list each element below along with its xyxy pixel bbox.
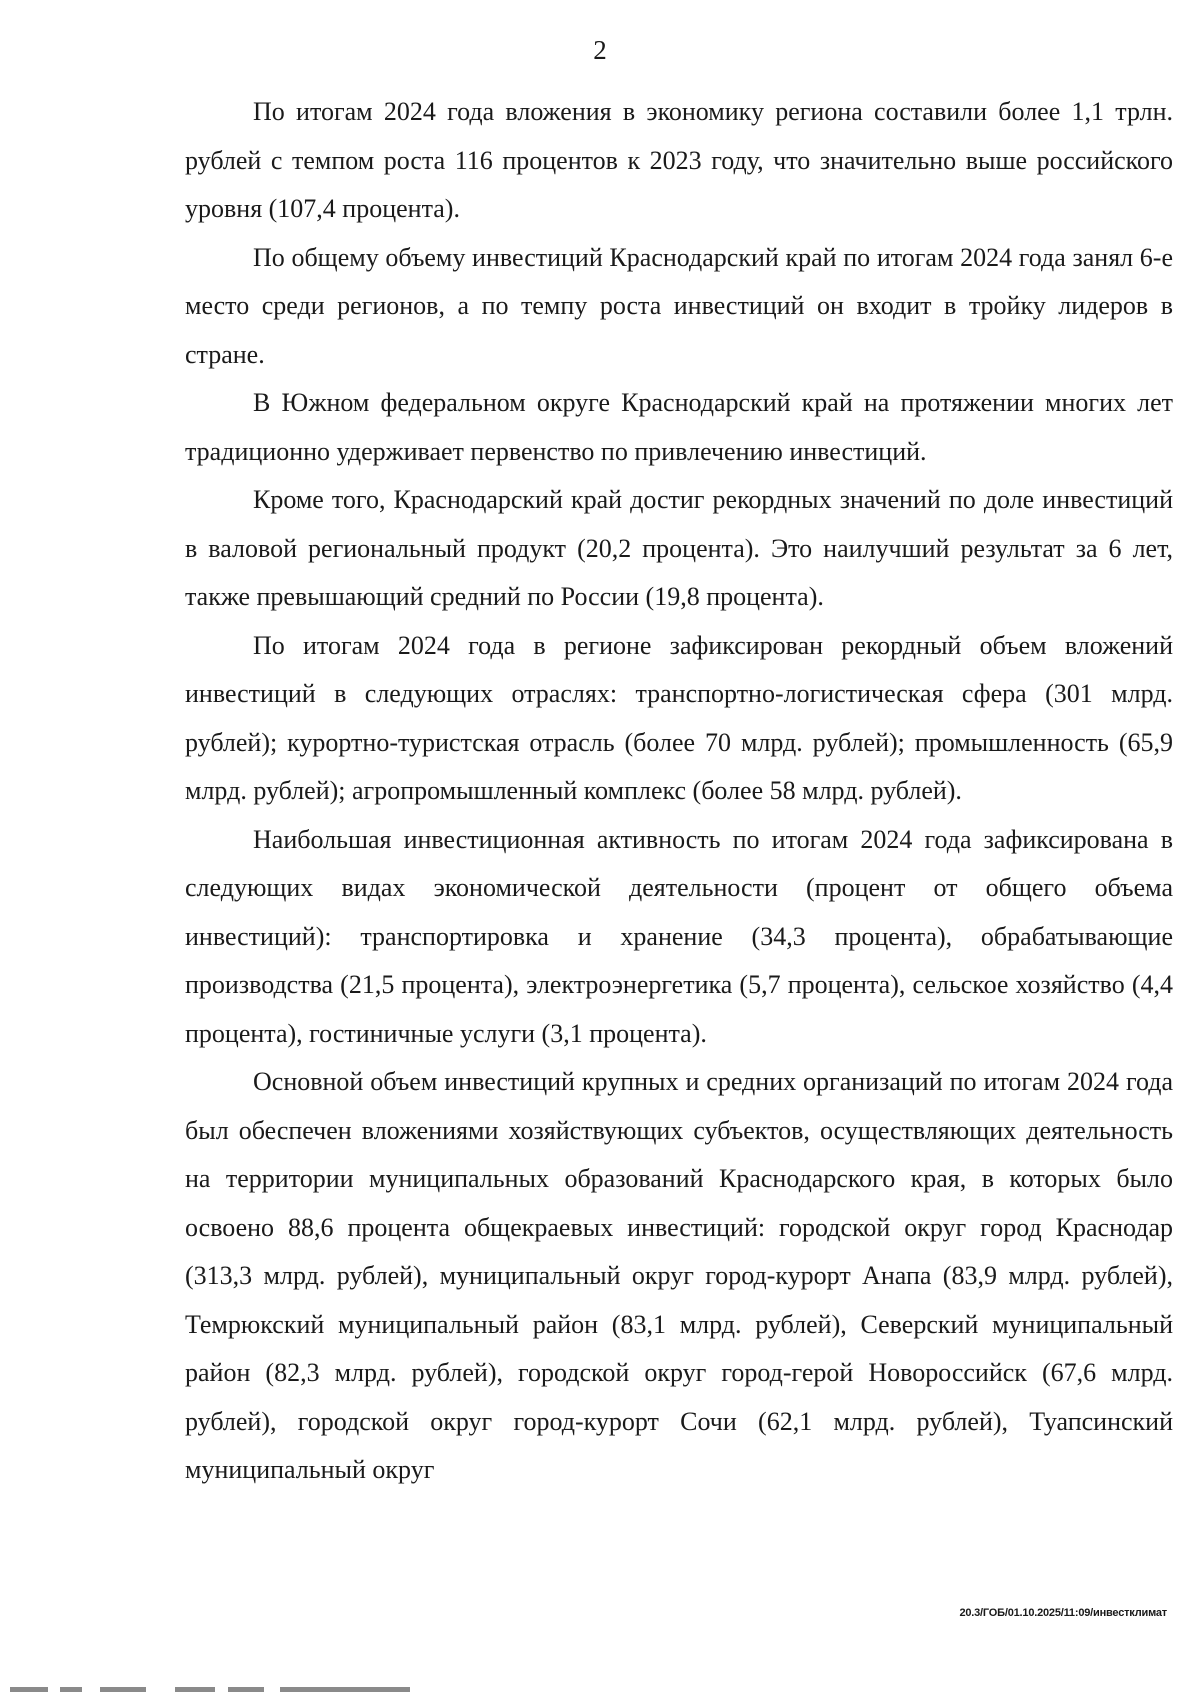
paragraph-southern-district: В Южном федеральном округе Краснодарский край на протяжении многих лет традиционно удерживает первенство по привлечению инвестиций. [185, 388, 1173, 466]
scan-edge-marks [0, 1678, 1200, 1692]
paragraph-industries: По итогам 2024 года в регионе зафиксирован рекордный объем вложений инвестиций в следующих отраслях: транспортно-логистическая сфера (301 млрд. рублей); курортно-туристская отрасль (более 70 млрд. рублей); промышленность (65,9 млрд. рублей); агропромышленный комплекс (более 58 млрд. рублей). [185, 630, 1173, 805]
page-number: 2 [593, 35, 607, 65]
paragraph-economic-activities: Наибольшая инвестиционная активность по итогам 2024 года зафиксирована в следующих видах экономической деятельности (процент от общего объема инвестиций): транспортировка и хранение (34,3 процента), обрабатывающие производства (21,5 процента), электроэнергетика (5,7 процента), сельское хозяйство (4,4 процента), гостиничные услуги (3,1 процента). [185, 824, 1173, 1048]
document-registration-code: 20.3/ГОБ/01.10.2025/11:09/инвестклимат [959, 1607, 1167, 1619]
paragraph-investment-rank: По общему объему инвестиций Краснодарский край по итогам 2024 года занял 6-е место среди регионов, а по темпу роста инвестиций он входит в тройку лидеров в стране. [185, 242, 1173, 369]
paragraph-municipalities: Основной объем инвестиций крупных и средних организаций по итогам 2024 года был обеспечен вложениями хозяйствующих субъектов, осуществляющих деятельность на территории муниципальных образований Краснодарского края, в которых было освоено 88,6 процента общекраевых инвестиций: городской округ город Краснодар (313,3 млрд. рублей), муниципальный округ город-курорт Анапа (83,9 млрд. рублей), Темрюкский муниципальный район (83,1 млрд. рублей), Северский муниципальный район (82,3 млрд. рублей), городской округ город-герой Новороссийск (67,6 млрд. рублей), городской округ город-курорт Сочи (62,1 млрд. рублей), Туапсинский муниципальный округ [185, 1067, 1173, 1484]
document-body [185, 88, 1173, 1495]
paragraph-grp-share: Кроме того, Краснодарский край достиг рекордных значений по доле инвестиций в валовой региональный продукт (20,2 процента). Это наилучший результат за 6 лет, также превышающий средний по России (19,8 процента). [185, 485, 1173, 611]
paragraph-investment-total: По итогам 2024 года вложения в экономику региона составили более 1,1 трлн. рублей с темпом роста 116 процентов к 2023 году, что значительно выше российского уровня (107,4 процента). [185, 97, 1173, 223]
